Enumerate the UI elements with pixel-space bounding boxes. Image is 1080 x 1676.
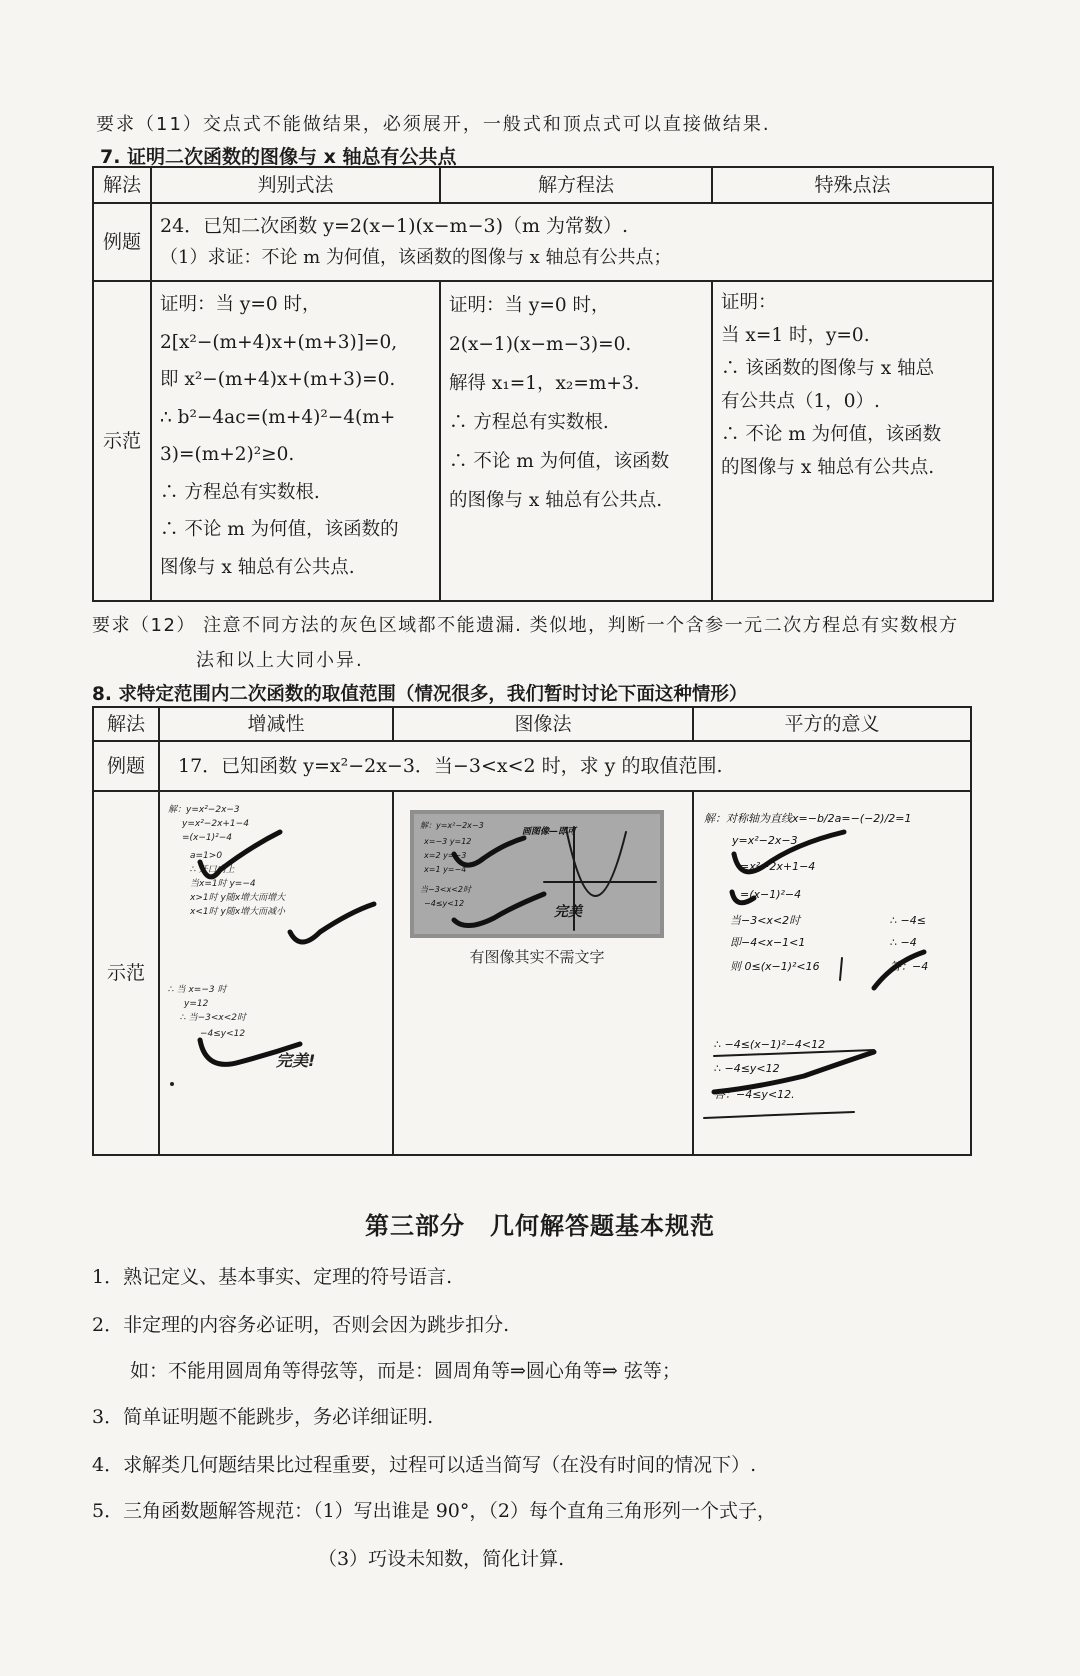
example-cell bbox=[151, 203, 993, 281]
hand-text: ∴ −4≤ bbox=[890, 914, 926, 927]
demo-row bbox=[93, 281, 993, 601]
demo-col-discriminant bbox=[151, 281, 440, 601]
handwritten-square-meaning bbox=[693, 791, 971, 1155]
example-text: 17．已知函数 y=x²−2x−3．当−3<x<2 时，求 y 的取值范围. bbox=[159, 741, 971, 791]
text-line: 证明： bbox=[721, 292, 777, 313]
section-7-table bbox=[92, 166, 994, 602]
header-method: 解法 bbox=[93, 167, 151, 203]
text-line: ∴ 不论 m 为何值，该函数 bbox=[721, 424, 942, 445]
part3-item-4: 4．求解类几何题结果比过程重要，过程可以适当简写（在没有时间的情况下）. bbox=[92, 1454, 757, 1476]
hand-text: x<1时 y随x增大而减小 bbox=[190, 907, 286, 917]
demo-label: 示范 bbox=[93, 791, 159, 1155]
text-line: 3)=(m+2)²≥0. bbox=[160, 444, 295, 465]
part3-item-5: 5．三角函数题解答规范：（1）写出谁是 90°，（2）每个直角三角形列一个式子， bbox=[92, 1500, 776, 1522]
part3-item-2: 2．非定理的内容务必证明，否则会因为跳步扣分. bbox=[92, 1314, 510, 1336]
hand-text: 解：y=x²−2x−3 bbox=[168, 805, 240, 815]
part3-item-1: 1．熟记定义、基本事实、定理的符号语言. bbox=[92, 1266, 453, 1288]
text-line: 当 x=1 时，y=0. bbox=[721, 325, 870, 346]
section-8-title: 8. 求特定范围内二次函数的取值范围（情况很多，我们暂时讨论下面这种情形） bbox=[92, 684, 748, 705]
header-square-meaning: 平方的意义 bbox=[693, 707, 971, 741]
text-line: ∴ 不论 m 为何值，该函数 bbox=[449, 451, 670, 472]
hand-text: ∴ 当−3<x<2时 bbox=[180, 1013, 246, 1023]
hand-text: −4≤y<12 bbox=[424, 899, 465, 908]
hand-text: =(x−1)²−4 bbox=[740, 888, 802, 901]
header-special-point: 特殊点法 bbox=[712, 167, 993, 203]
demo-col-solve bbox=[440, 281, 712, 601]
ink-dot bbox=[170, 1082, 174, 1086]
hand-text: 解：对称轴为直线x=−b/2a=−(−2)/2=1 bbox=[704, 812, 912, 825]
hand-text: ∴ 开口向上 bbox=[190, 865, 235, 875]
text-line: 解得 x₁=1，x₂=m+3. bbox=[449, 373, 640, 394]
text-line: ∴ 方程总有实数根. bbox=[449, 412, 609, 433]
text-line: 2(x−1)(x−m−3)=0. bbox=[449, 334, 632, 355]
hand-text: x>1时 y随x增大而增大 bbox=[190, 893, 286, 903]
text-line: 有公共点（1，0）. bbox=[721, 391, 880, 412]
requirement-12-line1: 要求（12） 注意不同方法的灰色区域都不能遗漏. 类似地，判断一个含参一元二次方程总有实数根方 bbox=[92, 615, 959, 636]
handwritten-solution-2 bbox=[394, 792, 680, 1154]
table-header-row bbox=[93, 707, 971, 741]
text-line: ∴ 该函数的图像与 x 轴总 bbox=[721, 358, 935, 379]
hand-text: =(x−1)²−4 bbox=[182, 833, 233, 843]
hand-text: ∴ −4≤(x−1)²−4<12 bbox=[714, 1038, 826, 1051]
demo-label: 示范 bbox=[93, 281, 151, 601]
praise-note: 完美 bbox=[554, 904, 582, 920]
hand-text: 解：y=x²−2x−3 bbox=[420, 821, 484, 830]
part3-item-5-cont: （3）巧设未知数，简化计算. bbox=[318, 1548, 565, 1570]
example-row bbox=[93, 203, 993, 281]
example-label: 例题 bbox=[93, 741, 159, 791]
text-line: ∴ 方程总有实数根. bbox=[160, 481, 320, 503]
example-line-2: （1）求证：不论 m 为何值，该函数的图像与 x 轴总有公共点； bbox=[160, 247, 672, 268]
hand-text: x=1 y=−4 bbox=[424, 865, 467, 874]
text-line: ∴ 不论 m 为何值，该函数的 bbox=[160, 519, 399, 540]
text-line: 图像与 x 轴总有公共点. bbox=[160, 556, 355, 578]
section-8-table bbox=[92, 706, 972, 1156]
hand-text: ∴ −4≤y<12 bbox=[714, 1062, 780, 1075]
photo-caption: 有图像其实不需文字 bbox=[469, 948, 605, 966]
teacher-check-mark bbox=[290, 904, 374, 942]
hand-text: 画图像—即可 bbox=[522, 827, 577, 837]
requirement-12-line2: 法和以上大同小异. bbox=[196, 650, 364, 671]
hand-text: =x²−2x+1−4 bbox=[740, 860, 816, 873]
text-line: 2[x²−(m+4)x+(m+3)]=0, bbox=[160, 331, 398, 353]
text-line: 的图像与 x 轴总有公共点. bbox=[721, 457, 935, 478]
hand-text: a=1>0 bbox=[190, 851, 223, 861]
text-line: 证明：当 y=0 时， bbox=[449, 295, 610, 316]
hand-text: y=12 bbox=[184, 999, 209, 1009]
text-line: 的图像与 x 轴总有公共点. bbox=[449, 490, 663, 511]
part-3-title: 第三部分 几何解答题基本规范 bbox=[365, 1212, 715, 1240]
table-header-row bbox=[93, 167, 993, 203]
header-discriminant: 判别式法 bbox=[151, 167, 440, 203]
text-line: 证明：当 y=0 时， bbox=[160, 294, 321, 315]
requirement-11: 要求（11）交点式不能做结果，必须展开，一般式和顶点式可以直接做结果. bbox=[96, 114, 771, 135]
hand-text: y=x²−2x−3 bbox=[732, 834, 798, 847]
part3-item-2-example: 如：不能用圆周角等得弦等，而是：圆周角等⇒圆心角等⇒ 弦等； bbox=[130, 1360, 681, 1382]
hand-text: 当x=1时 y=−4 bbox=[190, 879, 256, 889]
example-line-1: 24．已知二次函数 y=2(x−1)(x−m−3)（m 为常数）. bbox=[160, 215, 629, 237]
header-monotonic: 增减性 bbox=[159, 707, 393, 741]
hand-text: −4≤y<12 bbox=[200, 1029, 246, 1039]
underline bbox=[704, 1112, 854, 1118]
text-line: ∴ b²−4ac=(m+4)²−4(m+ bbox=[160, 406, 396, 428]
example-label: 例题 bbox=[93, 203, 151, 281]
hand-text: 当−3<x<2时 bbox=[420, 885, 472, 894]
part3-item-3: 3．简单证明题不能跳步，务必详细证明. bbox=[92, 1406, 434, 1428]
text-line: 即 x²−(m+4)x+(m+3)=0. bbox=[160, 369, 396, 390]
hand-text: ∴ 当 x=−3 时 bbox=[168, 985, 227, 995]
header-solve-equation: 解方程法 bbox=[440, 167, 712, 203]
pen-stroke bbox=[840, 958, 842, 980]
hand-text: 答：−4≤y<12. bbox=[714, 1088, 795, 1101]
hand-text: ∴ −4 bbox=[890, 936, 917, 949]
section-7-title: 7. 证明二次函数的图像与 x 轴总有公共点 bbox=[100, 146, 457, 168]
handwritten-monotonic bbox=[159, 791, 393, 1155]
handwritten-solution-1 bbox=[160, 792, 380, 1154]
hand-text: 即−4<x−1<1 bbox=[730, 936, 806, 949]
hand-text: x=−3 y=12 bbox=[424, 837, 472, 846]
hand-text: y=x²−2x+1−4 bbox=[182, 819, 249, 829]
hand-text: 则 0≤(x−1)²<16 bbox=[730, 960, 820, 973]
header-method: 解法 bbox=[93, 707, 159, 741]
praise-note: 完美! bbox=[276, 1051, 316, 1070]
demo-row bbox=[93, 791, 971, 1155]
header-graph: 图像法 bbox=[393, 707, 693, 741]
handwritten-solution-3 bbox=[694, 792, 956, 1154]
example-row bbox=[93, 741, 971, 791]
demo-col-special bbox=[712, 281, 993, 601]
hand-text: 答：−4 bbox=[890, 960, 929, 973]
photo-graph-method bbox=[393, 791, 693, 1155]
hand-text: x=2 y=−3 bbox=[424, 851, 467, 860]
hand-text: 当−3<x<2时 bbox=[730, 914, 801, 927]
